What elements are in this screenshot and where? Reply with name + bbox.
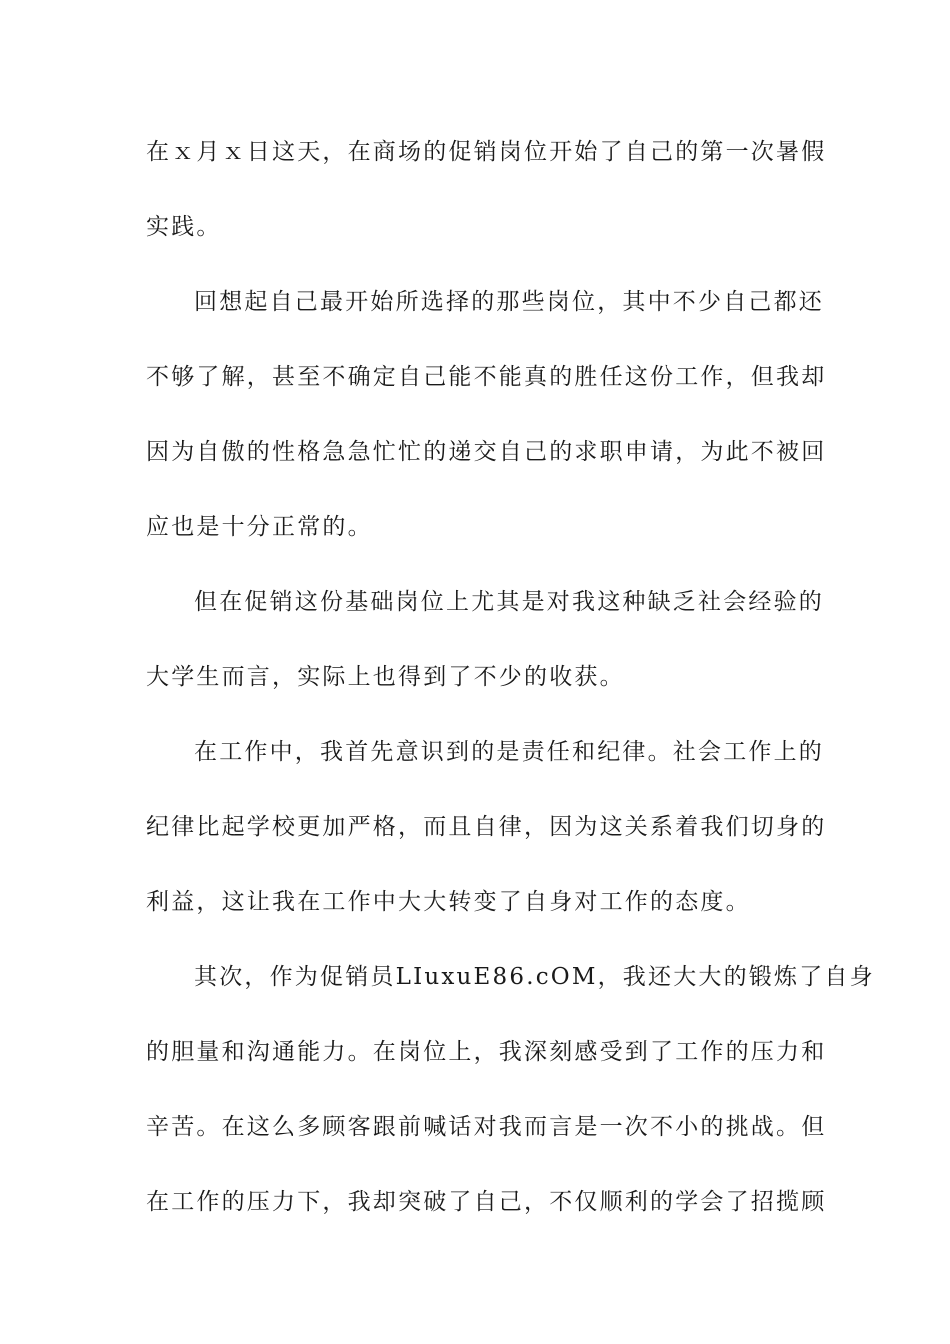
text-line-3: 回想起自己最开始所选择的那些岗位，其中不少自己都还 bbox=[194, 289, 824, 315]
text-line-9: 在工作中，我首先意识到的是责任和纪律。社会工作上的 bbox=[194, 739, 824, 765]
text-line-15: 在工作的压力下，我却突破了自己，不仅顺利的学会了招揽顾 bbox=[146, 1189, 827, 1215]
text-line-12: 其次，作为促销员LIuxuE86.cOM，我还大大的锻炼了自身 bbox=[194, 964, 875, 990]
text-line-1: 在ｘ月ｘ日这天，在商场的促销岗位开始了自己的第一次暑假 bbox=[146, 139, 827, 165]
text-line-10: 纪律比起学校更加严格，而且自律，因为这关系着我们切身的 bbox=[146, 814, 827, 840]
text-line-5: 因为自傲的性格急急忙忙的递交自己的求职申请，为此不被回 bbox=[146, 439, 827, 465]
text-line-13: 的胆量和沟通能力。在岗位上，我深刻感受到了工作的压力和 bbox=[146, 1039, 827, 1065]
document-body bbox=[146, 124, 875, 1249]
text-line-6: 应也是十分正常的。 bbox=[146, 514, 373, 540]
text-line-2: 实践。 bbox=[146, 214, 222, 240]
text-line-14: 辛苦。在这么多顾客跟前喊话对我而言是一次不小的挑战。但 bbox=[146, 1114, 827, 1140]
text-line-4: 不够了解，甚至不确定自己能不能真的胜任这份工作，但我却 bbox=[146, 364, 827, 390]
text-line-11: 利益，这让我在工作中大大转变了自身对工作的态度。 bbox=[146, 889, 751, 915]
text-line-7: 但在促销这份基础岗位上尤其是对我这种缺乏社会经验的 bbox=[194, 589, 824, 615]
text-line-8: 大学生而言，实际上也得到了不少的收获。 bbox=[146, 664, 625, 690]
